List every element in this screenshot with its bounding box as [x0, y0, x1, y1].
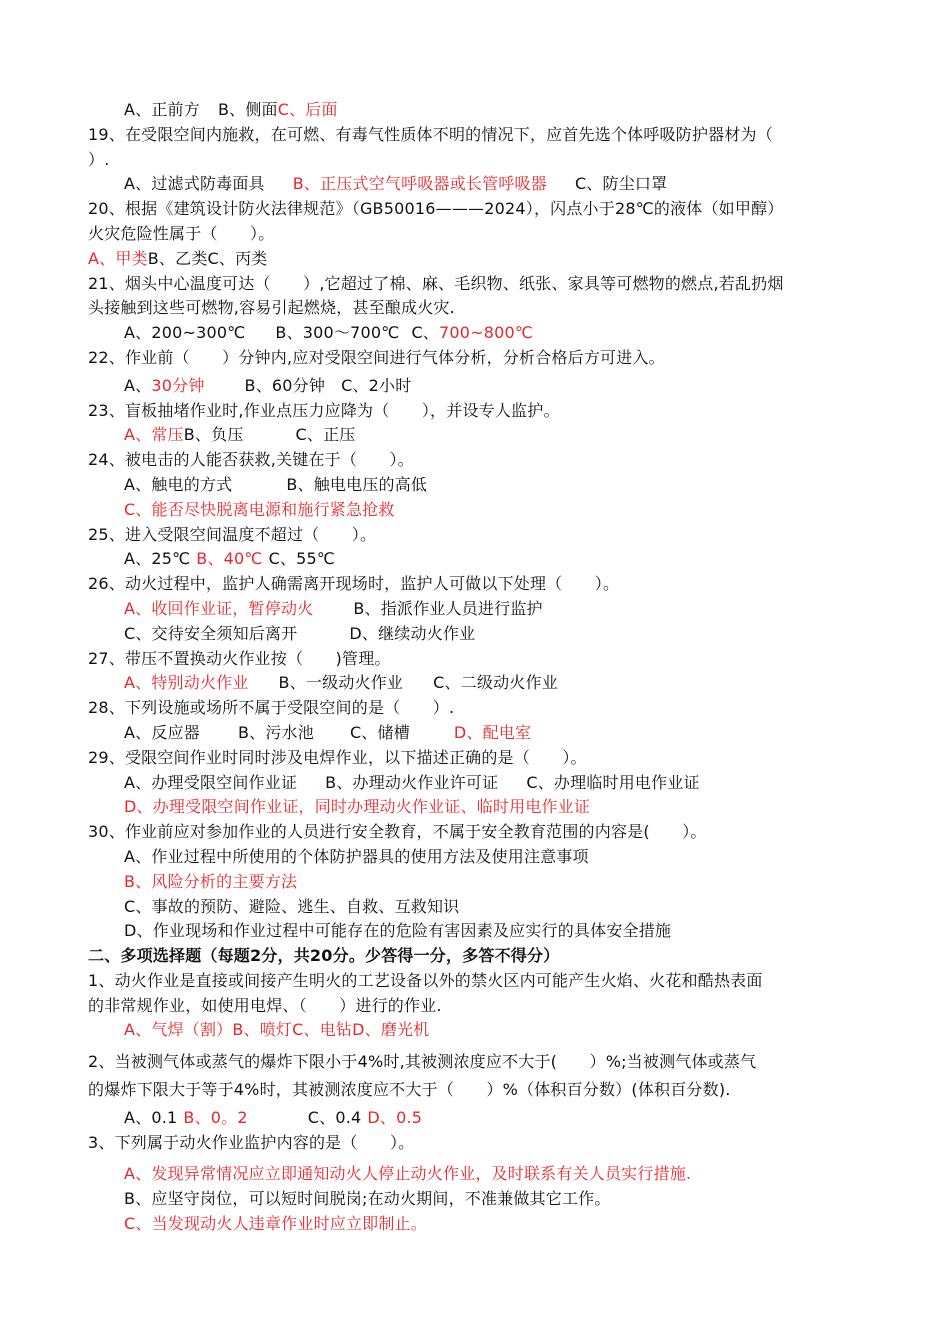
m2-option-a: A、0.1: [124, 1107, 178, 1127]
m2-option-c: C、0.4: [307, 1107, 362, 1127]
q27-option-a-answer: A、特别动火作业: [124, 673, 249, 693]
q21-options: [88, 321, 888, 346]
m3-option-a-answer: A、发现异常情况应立即通知动火人停止动火作业，及时联系有关人员实行措施.: [124, 1164, 692, 1184]
q23-option-a-answer: A、常压: [124, 425, 184, 445]
q29-question-line1: 29、受限空间作业时同时涉及电焊作业，以下描述正确的是（ ）。: [88, 747, 587, 767]
q18-options: [88, 98, 888, 123]
q24-option-b: B、触电电压的高低: [286, 474, 428, 494]
q27-options: [88, 671, 888, 696]
q28-question-line1: 28、下列设施或场所不属于受限空间的是（ ）.: [88, 698, 455, 718]
q30-option-b-answer: B、风险分析的主要方法: [124, 871, 298, 891]
q28-options: [88, 721, 888, 746]
m2-question-line2: 的爆炸下限大于等于4%时，其被测浓度应不大于（ ）%（体积百分数）(体积百分数).: [88, 1080, 731, 1100]
q25-option-a: A、25℃: [124, 549, 191, 569]
m2-options: [88, 1106, 888, 1131]
q25-option-c: C、55℃: [268, 549, 336, 569]
m1-option-c-answer: C、电钻: [292, 1020, 353, 1040]
q22-options: [88, 374, 888, 399]
q24-question-line1: 24、被电击的人能否获救,关键在于（ ）。: [88, 450, 414, 470]
q20-option-a-answer: A、甲类: [88, 248, 148, 268]
q22-option-a-prefix: A、: [124, 375, 152, 395]
q30-question-line1: 30、作业前应对参加作业的人员进行安全教育，不属于安全教育范围的内容是( ）。: [88, 822, 707, 842]
q23-option-c: C、正压: [295, 425, 356, 445]
q27-question-line1: 27、带压不置换动火作业按（ )管理。: [88, 648, 391, 668]
q22-option-b: B、60分钟: [244, 375, 326, 395]
q29-option-b: B、办理动火作业许可证: [325, 772, 499, 792]
m3-question-line1: 3、下列属于动火作业监护内容的是（ ）。: [88, 1132, 415, 1152]
section-title-multiple-choice: 二、多项选择题（每题2分，共20分。少答得一分，多答不得分）: [88, 946, 560, 966]
q21-option-c-answer: 700~800℃: [439, 323, 534, 343]
m2-option-b-answer: B、0。2: [183, 1107, 248, 1127]
q24-option-a: A、触电的方式: [124, 474, 233, 494]
q28-option-c: C、储槽: [349, 722, 410, 742]
q22-option-a-answer: 30分钟: [151, 375, 205, 395]
q26-options-row1: [88, 597, 888, 622]
q24-option-c-answer: C、能否尽快脱离电源和施行紧急抢救: [124, 499, 395, 519]
exam-page: [88, 98, 888, 1237]
m2-question-line1: 2、当被测气体或蒸气的爆炸下限小于4%时,其被测浓度应不大于( ）%;当被测气体或蒸气: [88, 1052, 757, 1072]
q24-options-row1: [88, 473, 888, 498]
q22-option-c: C、2小时: [341, 375, 412, 395]
q27-option-c: C、二级动火作业: [433, 673, 558, 693]
q30-option-c: C、事故的预防、避险、逃生、自救、互救知识: [124, 896, 460, 916]
q25-options: [88, 547, 888, 572]
q27-option-b: B、一级动火作业: [278, 673, 404, 693]
m2-option-d-answer: D、0.5: [367, 1107, 423, 1127]
q20-question-line1: 20、根据《建筑设计防火法律规范》（GB50016———2024），闪点小于28℃的液体（如甲醇）: [88, 199, 784, 219]
m3-option-b: B、应坚守岗位，可以短时间脱岗;在动火期间，不准兼做其它工作。: [124, 1189, 611, 1209]
q19-options: [88, 172, 888, 197]
q21-option-b: B、300～700℃: [275, 323, 400, 343]
q24-options-row2: [88, 498, 888, 523]
q28-option-a: A、反应器: [124, 722, 200, 742]
q29-option-d-answer: D、办理受限空间作业证，同时办理动火作业证、临时用电作业证: [124, 797, 591, 817]
q26-option-c: C、交待安全须知后离开: [124, 623, 298, 643]
q25-option-b-answer: B、40℃: [196, 549, 263, 569]
q28-option-d-answer: D、配电室: [453, 722, 532, 742]
q20-question-line2: 火灾危险性属于（ ）。: [88, 223, 275, 243]
q23-question-line1: 23、盲板抽堵作业时,作业点压力应降为（ ），并设专人监护。: [88, 400, 560, 420]
q19-option-b-answer: B、正压式空气呼吸器或长管呼吸器: [292, 174, 547, 194]
q29-options-row1: [88, 771, 888, 796]
q23-options: [88, 423, 888, 448]
q29-option-a: A、办理受限空间作业证: [124, 772, 298, 792]
q29-option-c: C、办理临时用电作业证: [526, 772, 700, 792]
q20-options: [88, 247, 888, 272]
q19-question-line1: 19、在受限空间内施救，在可燃、有毒气性质体不明的情况下，应首先选个体呼吸防护器材为（: [88, 124, 773, 144]
q26-option-d: D、继续动火作业: [349, 623, 476, 643]
q21-option-a: A、200~300℃: [124, 323, 246, 343]
m3-option-c-answer: C、当发现动火人违章作业时应立即制止。: [124, 1214, 427, 1234]
q25-question-line1: 25、进入受限空间温度不超过（ ）。: [88, 524, 377, 544]
q26-question-line1: 26、动火过程中，监护人确需离开现场时，监护人可做以下处理（ ）。: [88, 574, 620, 594]
q18-option-b: B、侧面: [217, 100, 278, 119]
q21-question-line1: 21、烟头中心温度可达（ ）,它超过了棉、麻、毛织物、纸张、家具等可燃物的燃点,若乱扔烟: [88, 273, 784, 293]
m1-option-d-answer: D、磨光机: [352, 1020, 430, 1040]
m1-question-line1: 1、动火作业是直接或间接产生明火的工艺设备以外的禁火区内可能产生火焰、火花和酷热表面: [88, 970, 763, 990]
m1-option-b-answer: B、喷灯: [232, 1020, 293, 1040]
q19-question-line2: ）.: [88, 149, 110, 169]
q26-option-a-answer: A、收回作业证，暂停动火: [124, 598, 314, 618]
q18-option-c-answer: C、后面: [277, 100, 338, 119]
q26-option-b: B、指派作业人员进行监护: [353, 598, 543, 618]
q19-option-a: A、过滤式防毒面具: [124, 174, 265, 194]
q29-options-row2: [88, 795, 888, 820]
q20-option-b: B、乙类: [147, 248, 208, 268]
q30-option-d: D、作业现场和作业过程中可能存在的危险有害因素及应实行的具体安全措施: [124, 921, 672, 941]
q26-options-row2: [88, 622, 888, 647]
m1-question-line2: 的非常规作业，如使用电焊、（ ）进行的作业.: [88, 995, 442, 1015]
m1-option-a-answer: A、气焊（割）: [124, 1020, 233, 1040]
q20-option-c: C、丙类: [207, 248, 268, 268]
q21-option-c-prefix: C、: [411, 323, 440, 343]
q23-option-b: B、负压: [183, 425, 244, 445]
q30-option-a: A、作业过程中所使用的个体防护器具的使用方法及使用注意事项: [124, 846, 589, 866]
q21-question-line2: 头接触到这些可燃物,容易引起燃烧，甚至酿成火灾.: [88, 298, 455, 318]
q18-option-a: A、正前方: [124, 100, 200, 119]
q19-option-c: C、防尘口罩: [574, 174, 668, 194]
q28-option-b: B、污水池: [237, 722, 314, 742]
m1-options: [88, 1018, 888, 1043]
q22-question-line1: 22、作业前（ ）分钟内,应对受限空间进行气体分析，分析合格后方可进入。: [88, 347, 665, 367]
